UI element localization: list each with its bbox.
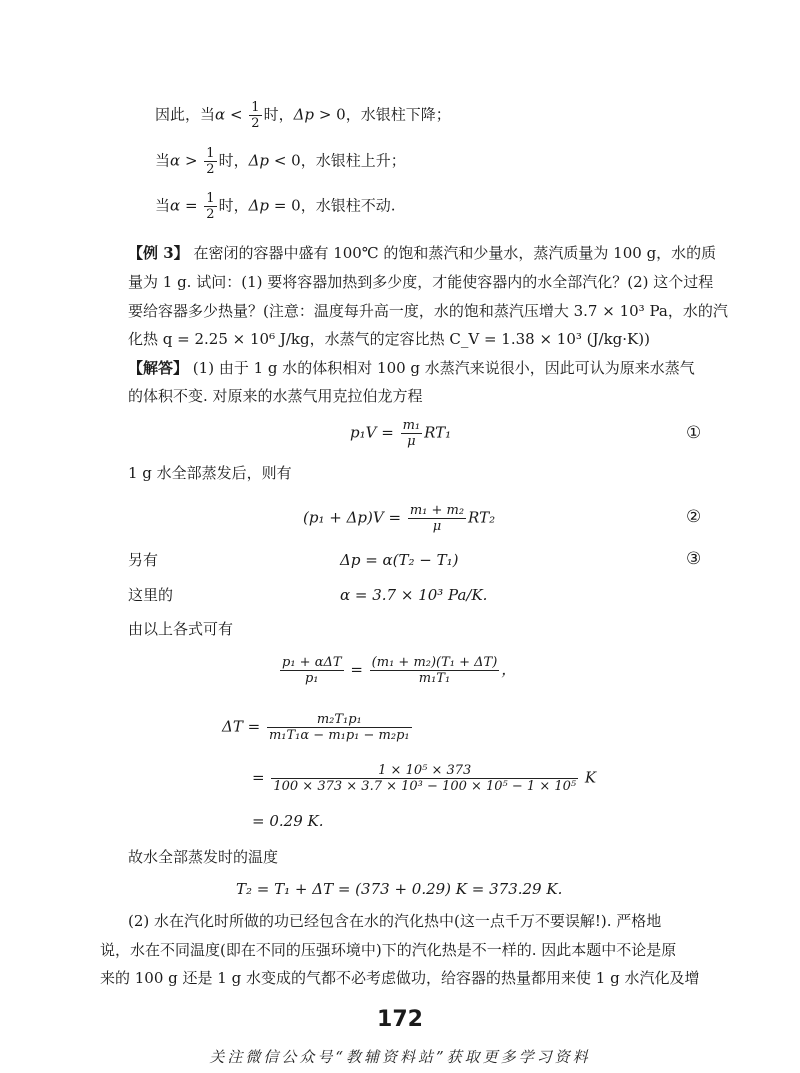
example-line-2: 量为 1 g. 试问：(1) 要将容器加热到多少度，才能使容器内的水全部汽化？(2) 这个过程 — [128, 273, 714, 291]
eq2-rhs: RT₂ — [468, 508, 496, 527]
fraction-num: p₁ + αΔT — [282, 655, 342, 670]
equation-2-mark: ② — [686, 507, 702, 527]
fraction-den: μ — [407, 434, 416, 449]
eq4-equals: = — [350, 660, 363, 679]
example-line-4: 化热 q = 2.25 × 10⁶ J/kg，水蒸气的定容比热 C_V = 1.38 × 10³ (J/kg·K)) — [128, 330, 650, 348]
fraction-den: 100 × 373 × 3.7 × 10³ − 100 × 10⁵ − 1 × 10⁵ — [273, 779, 577, 794]
condition-prefix: 当 — [155, 151, 171, 170]
condition-var: α — [170, 196, 181, 215]
condition-fraction — [249, 100, 261, 131]
equation-2 — [303, 503, 495, 534]
final-label: 故水全部蒸发时的温度 — [128, 848, 279, 866]
eq1-fraction — [401, 418, 423, 449]
condition-var: α — [215, 105, 226, 124]
condition-fraction — [204, 191, 216, 222]
eq6-lhs: = — [252, 768, 265, 787]
eq5-fraction — [267, 712, 412, 743]
condition-dp: Δp — [293, 105, 315, 124]
fraction-den: 2 — [206, 207, 215, 222]
answer-tag: 【解答】 — [128, 359, 189, 377]
condition-op: > — [184, 151, 198, 170]
fraction-num: 1 — [251, 100, 260, 115]
eq1-rhs: RT₁ — [424, 423, 452, 442]
condition-mid: 时， — [218, 196, 249, 215]
equation-7: = 0.29 K. — [252, 812, 324, 830]
equation-1 — [350, 418, 451, 449]
answer-line-1 — [128, 357, 695, 379]
example-tag: 【例 3】 — [128, 244, 189, 262]
condition-result: > 0，水银柱下降； — [318, 105, 451, 124]
fraction-den: m₁T₁ — [418, 671, 451, 686]
fraction-num: m₂T₁p₁ — [267, 712, 412, 728]
fraction-num: (m₁ + m₂)(T₁ + ΔT) — [371, 655, 498, 670]
condition-line-2 — [155, 146, 406, 177]
part2-line-1: (2) 水在汽化时所做的功已经包含在水的汽化热中(这一点千万不要误解!). 严格地 — [128, 912, 662, 930]
eq4-right-fraction — [370, 655, 500, 686]
condition-result: = 0，水银柱不动. — [273, 196, 396, 215]
eq6-unit: K — [584, 768, 597, 787]
condition-prefix: 当 — [155, 196, 171, 215]
eq2-lhs: (p₁ + Δp)V = — [303, 508, 402, 527]
part2-line-3: 来的 100 g 还是 1 g 水变成的气都不必考虑做功，给容器的热量都用来使 1 g 水汽化及增 — [100, 969, 700, 987]
equation-3: Δp = α(T₂ − T₁) — [340, 551, 459, 569]
answer-text: (1) 由于 1 g 水的体积相对 100 g 水蒸汽来说很小，因此可认为原来水蒸气 — [192, 359, 695, 377]
also-label: 另有 — [128, 551, 159, 569]
condition-result: < 0，水银柱上升； — [273, 151, 406, 170]
condition-prefix: 因此，当 — [155, 105, 216, 124]
equation-6 — [252, 763, 596, 794]
fraction-num: m₁ — [402, 418, 421, 433]
fraction-num: m₁ + m₂ — [409, 503, 465, 518]
equation-5 — [222, 712, 414, 743]
eq4-tail: ， — [501, 660, 517, 679]
part2-line-2: 说，水在不同温度(即在不同的压强环境中)下的汽化热是不一样的. 因此本题中不论是原 — [100, 941, 677, 959]
eq2-fraction — [408, 503, 466, 534]
eq4-left-fraction — [280, 655, 344, 686]
condition-fraction — [204, 146, 216, 177]
alpha-value: α = 3.7 × 10³ Pa/K. — [340, 586, 488, 604]
footer-watermark: 关注微信公众号“教辅资料站”获取更多学习资料 — [209, 1048, 591, 1066]
example-text: 在密闭的容器中盛有 100℃ 的饱和蒸汽和少量水，蒸汽质量为 100 g，水的质 — [193, 244, 717, 262]
condition-line-1 — [155, 100, 451, 131]
condition-dp: Δp — [248, 196, 270, 215]
equation-4 — [278, 655, 516, 686]
condition-mid: 时， — [218, 151, 249, 170]
from-label: 由以上各式可有 — [128, 620, 234, 638]
fraction-den: m₁T₁α − m₁p₁ − m₂p₁ — [268, 728, 410, 743]
fraction-num: 1 × 10⁵ × 373 — [271, 763, 578, 779]
condition-op: = — [184, 196, 198, 215]
answer-line-2: 的体积不变. 对原来的水蒸气用克拉伯龙方程 — [128, 387, 423, 405]
eq6-fraction — [271, 763, 578, 794]
example-line-1 — [128, 242, 716, 264]
final-equation: T₂ = T₁ + ΔT = (373 + 0.29) K = 373.29 K. — [236, 880, 563, 898]
fraction-den: μ — [432, 519, 442, 534]
eq5-lhs: ΔT = — [222, 717, 261, 736]
equation-1-mark: ① — [686, 423, 702, 443]
equation-3-mark: ③ — [686, 549, 702, 569]
condition-mid: 时， — [263, 105, 294, 124]
condition-dp: Δp — [248, 151, 270, 170]
fraction-num: 1 — [206, 191, 215, 206]
page-number: 172 — [377, 1007, 423, 1032]
here-label: 这里的 — [128, 586, 174, 604]
condition-op: < — [229, 105, 243, 124]
fraction-den: p₁ — [304, 671, 319, 686]
example-line-3: 要给容器多少热量？(注意：温度每升高一度，水的饱和蒸汽压增大 3.7 × 10³ Pa，水的汽 — [128, 302, 728, 320]
fraction-den: 2 — [251, 116, 260, 131]
after-eq1-text: 1 g 水全部蒸发后，则有 — [128, 464, 292, 482]
fraction-den: 2 — [206, 162, 215, 177]
condition-line-3 — [155, 191, 395, 222]
fraction-num: 1 — [206, 146, 215, 161]
condition-var: α — [170, 151, 181, 170]
eq1-lhs: p₁V = — [350, 423, 394, 442]
